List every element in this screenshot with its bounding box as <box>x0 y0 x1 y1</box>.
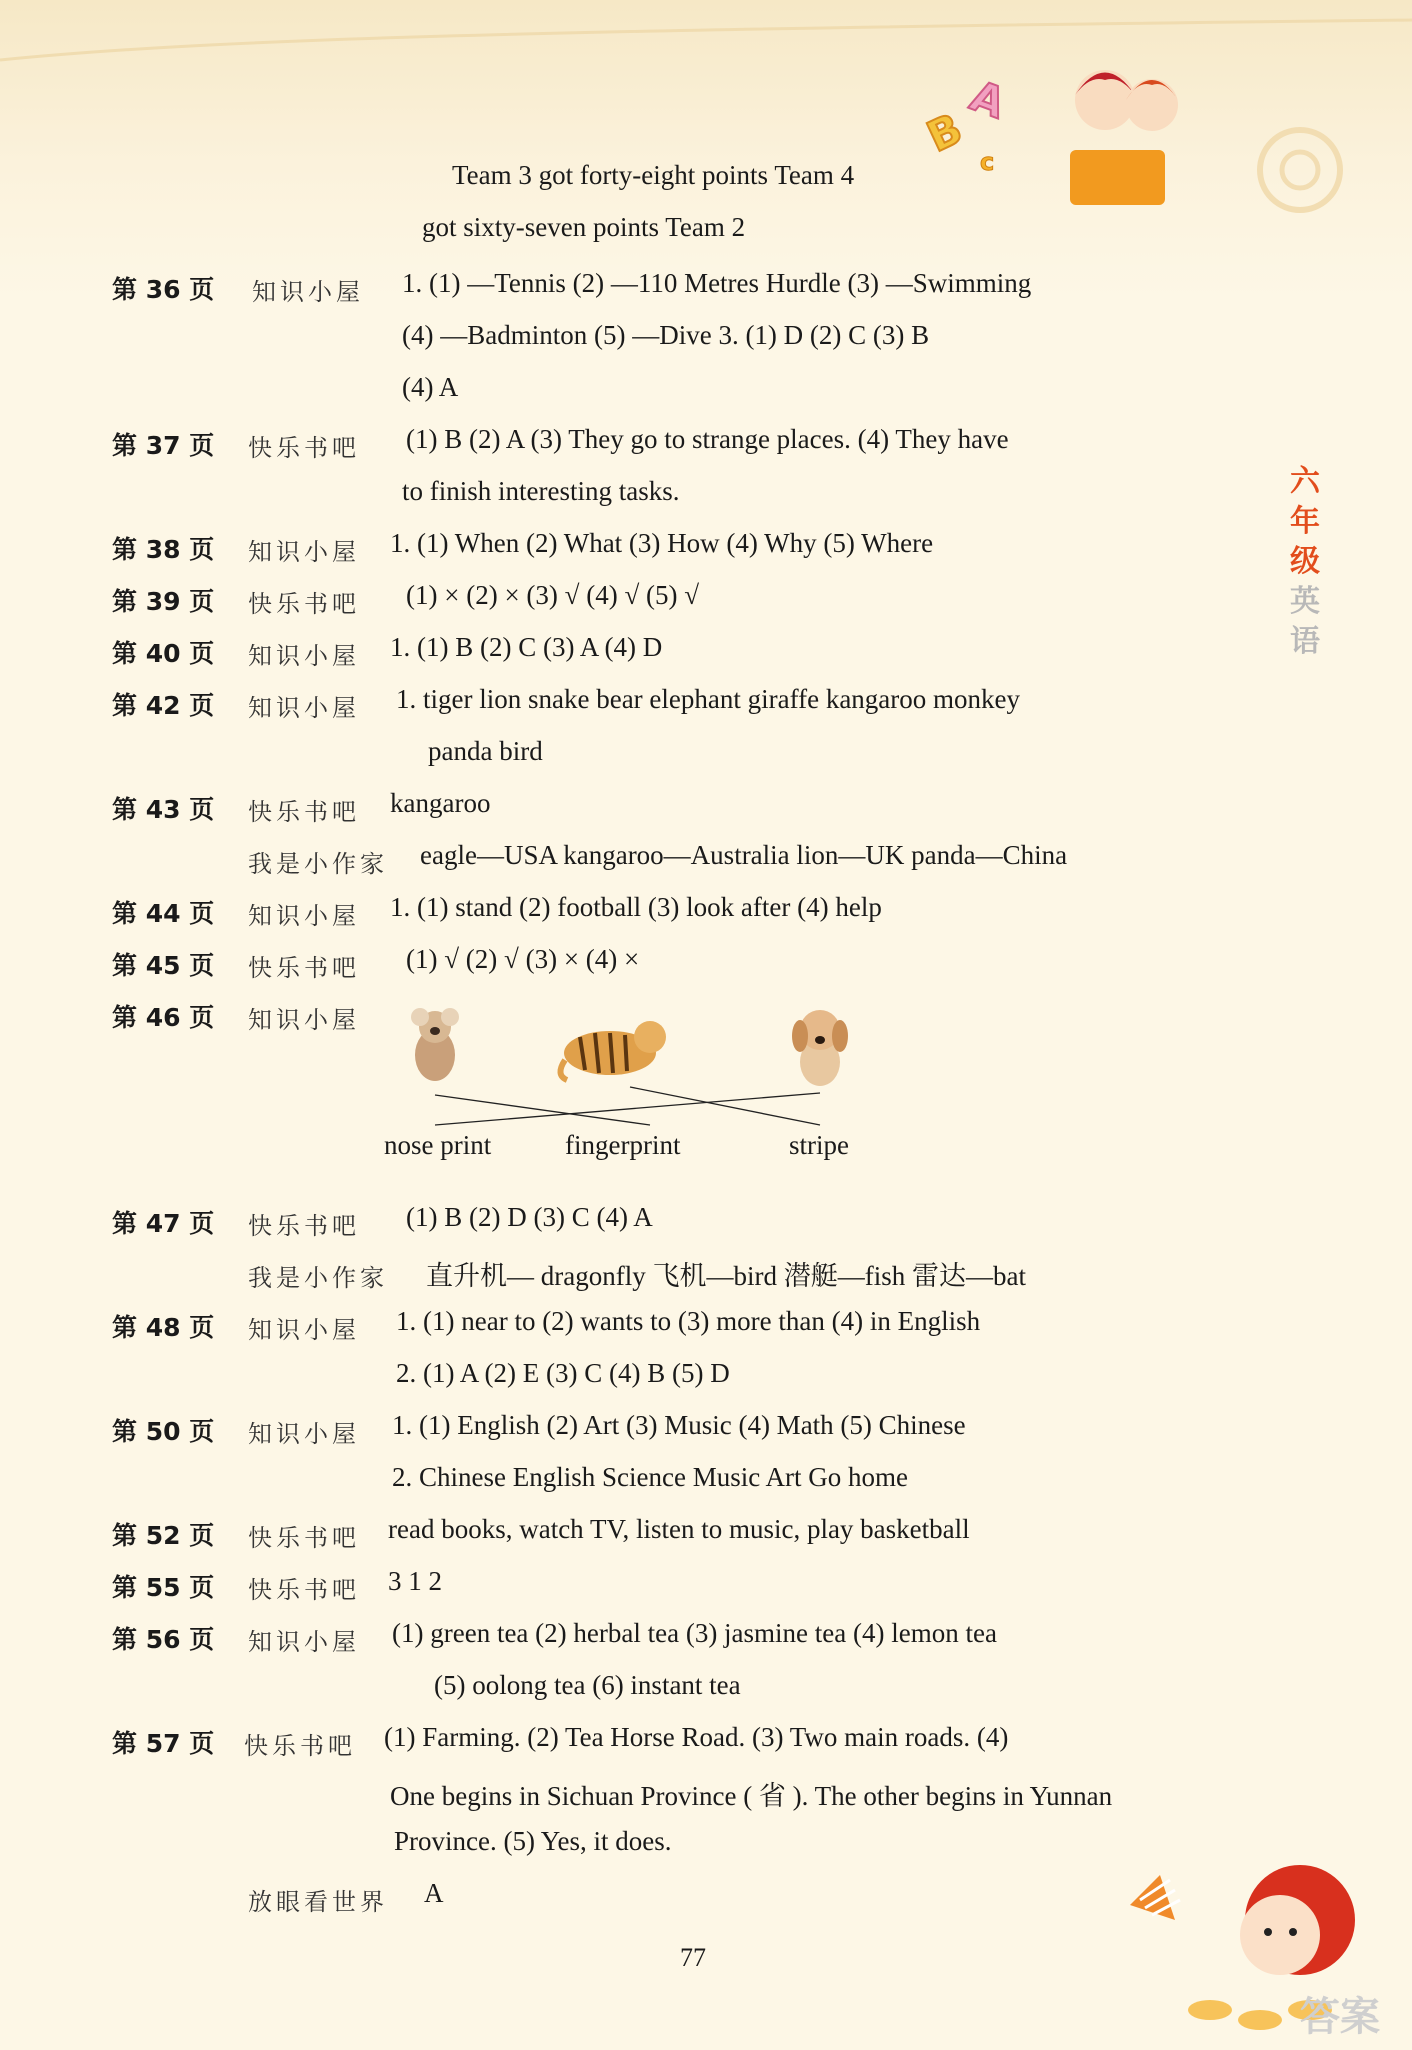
animal-label: fingerprint <box>565 1130 681 1160</box>
answer-row <box>0 938 1412 990</box>
answer-line: 1. (1) —Tennis (2) —110 Metres Hurdle (3) —Swimming <box>402 268 1032 298</box>
section-label: 快乐书吧 <box>248 1524 360 1552</box>
answer-line: 1. (1) English (2) Art (3) Music (4) Math (5) Chinese <box>392 1410 966 1440</box>
answer-line: to finish interesting tasks. <box>402 476 680 506</box>
answer-row <box>0 678 1412 766</box>
page-ref: 第 46 页 <box>112 1003 215 1032</box>
animal-label: stripe <box>789 1130 849 1160</box>
page-number: 77 <box>680 1943 706 1972</box>
answer-line: panda bird <box>428 736 543 766</box>
page-ref: 第 42 页 <box>112 691 215 720</box>
kids-abc-decoration <box>920 55 1180 215</box>
section-label: 快乐书吧 <box>248 1576 360 1604</box>
section-label: 快乐书吧 <box>248 590 360 618</box>
answer-row <box>0 1612 1412 1700</box>
page-ref: 第 48 页 <box>112 1313 215 1342</box>
side-tab-subject-char: 英 <box>1290 584 1320 619</box>
answer-line: A <box>424 1878 444 1908</box>
answer-line: eagle—USA kangaroo—Australia lion—UK panda—China <box>420 840 1068 870</box>
section-label: 我是小作家 <box>248 850 388 878</box>
answer-line: One begins in Sichuan Province ( 省 ). The other begins in Yunnan <box>390 1781 1113 1811</box>
side-tab-subject-char: 语 <box>1290 624 1320 659</box>
answer-row <box>0 1404 1412 1492</box>
header-line: Team 3 got forty-eight points Team 4 <box>452 160 855 190</box>
answer-line: kangaroo <box>390 788 491 818</box>
answer-row <box>0 626 1412 678</box>
section-label: 我是小作家 <box>248 1264 388 1292</box>
answer-line: 1. (1) B (2) C (3) A (4) D <box>390 632 663 662</box>
page-ref: 第 52 页 <box>112 1521 215 1550</box>
answer-line: (4) —Badminton (5) —Dive 3. (1) D (2) C (3) B <box>402 320 930 350</box>
answer-line: 直升机— dragonfly 飞机—bird 潜艇—fish 雷达—bat <box>426 1261 1026 1291</box>
answer-line: 2. (1) A (2) E (3) C (4) B (5) D <box>396 1358 730 1388</box>
answer-line: (1) B (2) D (3) C (4) A <box>406 1202 653 1232</box>
answer-line: Province. (5) Yes, it does. <box>394 1826 672 1856</box>
answer-line: (1) Farming. (2) Tea Horse Road. (3) Two main roads. (4) <box>384 1722 1009 1752</box>
page-ref: 第 56 页 <box>112 1625 215 1654</box>
answer-row <box>0 886 1412 938</box>
section-label: 快乐书吧 <box>248 798 360 826</box>
chef-kid-decoration <box>1100 1850 1400 2040</box>
answer-line: (1) √ (2) √ (3) × (4) × <box>406 944 640 974</box>
section-label: 放眼看世界 <box>248 1888 388 1916</box>
answer-line: 2. Chinese English Science Music Art Go home <box>392 1462 908 1492</box>
section-label: 快乐书吧 <box>248 434 360 462</box>
svg-text:c: c <box>980 148 995 176</box>
answer-line: 1. (1) near to (2) wants to (3) more than (4) in English <box>396 1306 981 1336</box>
section-label: 知识小屋 <box>248 642 360 670</box>
answer-row <box>0 1300 1412 1388</box>
section-label: 知识小屋 <box>248 1628 360 1656</box>
page-header-decoration <box>0 0 1412 300</box>
answer-row <box>0 262 1412 402</box>
side-tab-grade-char: 级 <box>1290 544 1320 579</box>
answer-row <box>0 1560 1412 1612</box>
page-ref: 第 40 页 <box>112 639 215 668</box>
answer-row <box>0 1508 1412 1560</box>
answer-line: read books, watch TV, listen to music, play basketball <box>388 1514 970 1544</box>
section-label: 知识小屋 <box>248 902 360 930</box>
section-label: 快乐书吧 <box>248 954 360 982</box>
answer-line: (1) × (2) × (3) √ (4) √ (5) √ <box>406 580 700 610</box>
side-tab-grade-char: 年 <box>1290 504 1320 539</box>
section-label: 知识小屋 <box>248 694 360 722</box>
answer-line: 3 1 2 <box>388 1566 442 1596</box>
section-label: 知识小屋 <box>248 1316 360 1344</box>
page-ref: 第 39 页 <box>112 587 215 616</box>
answer-line: 1. tiger lion snake bear elephant giraffe kangaroo monkey <box>396 684 1021 714</box>
page-ref: 第 43 页 <box>112 795 215 824</box>
section-label: 知识小屋 <box>248 538 360 566</box>
answer-row <box>0 574 1412 626</box>
answer-row <box>0 834 1412 886</box>
page-ref: 第 38 页 <box>112 535 215 564</box>
tiger-picture <box>555 1005 675 1085</box>
dog-picture <box>780 1000 860 1090</box>
page-ref: 第 44 页 <box>112 899 215 928</box>
page-ref: 第 47 页 <box>112 1209 215 1238</box>
page-ref: 第 57 页 <box>112 1729 215 1758</box>
section-label: 快乐书吧 <box>248 1212 360 1240</box>
page-ref: 第 37 页 <box>112 431 215 460</box>
answer-line: (1) green tea (2) herbal tea (3) jasmine tea (4) lemon tea <box>392 1618 997 1648</box>
side-tab-grade-char: 六 <box>1290 464 1320 499</box>
answer-row <box>0 1196 1412 1248</box>
answer-row <box>0 990 1412 1042</box>
answer-row <box>0 418 1412 506</box>
koala-picture <box>400 1005 470 1085</box>
section-label: 知识小屋 <box>248 1420 360 1448</box>
answer-line: (5) oolong tea (6) instant tea <box>434 1670 741 1700</box>
page-ref: 第 55 页 <box>112 1573 215 1602</box>
answer-line: 1. (1) When (2) What (3) How (4) Why (5) Where <box>390 528 934 558</box>
answer-row <box>0 522 1412 574</box>
answer-row <box>0 1716 1412 1856</box>
page-ref: 第 50 页 <box>112 1417 215 1446</box>
matching-lines <box>430 1085 830 1130</box>
section-label: 快乐书吧 <box>244 1732 356 1760</box>
answer-line: (1) B (2) A (3) They go to strange places. (4) They have <box>406 424 1009 454</box>
section-label: 知识小屋 <box>252 278 364 306</box>
section-label: 知识小屋 <box>248 1006 360 1034</box>
svg-text:答案: 答案 <box>1300 1994 1380 2040</box>
answer-line: (4) A <box>402 372 459 402</box>
animal-label: nose print <box>384 1130 492 1160</box>
header-line: got sixty-seven points Team 2 <box>422 212 746 242</box>
answer-line: 1. (1) stand (2) football (3) look after (4) help <box>390 892 882 922</box>
answer-row <box>0 782 1412 834</box>
svg-text:A: A <box>964 70 1012 129</box>
svg-text:B: B <box>920 103 970 162</box>
answer-row <box>0 1248 1412 1300</box>
page-ref: 第 36 页 <box>112 275 215 304</box>
page-ref: 第 45 页 <box>112 951 215 980</box>
